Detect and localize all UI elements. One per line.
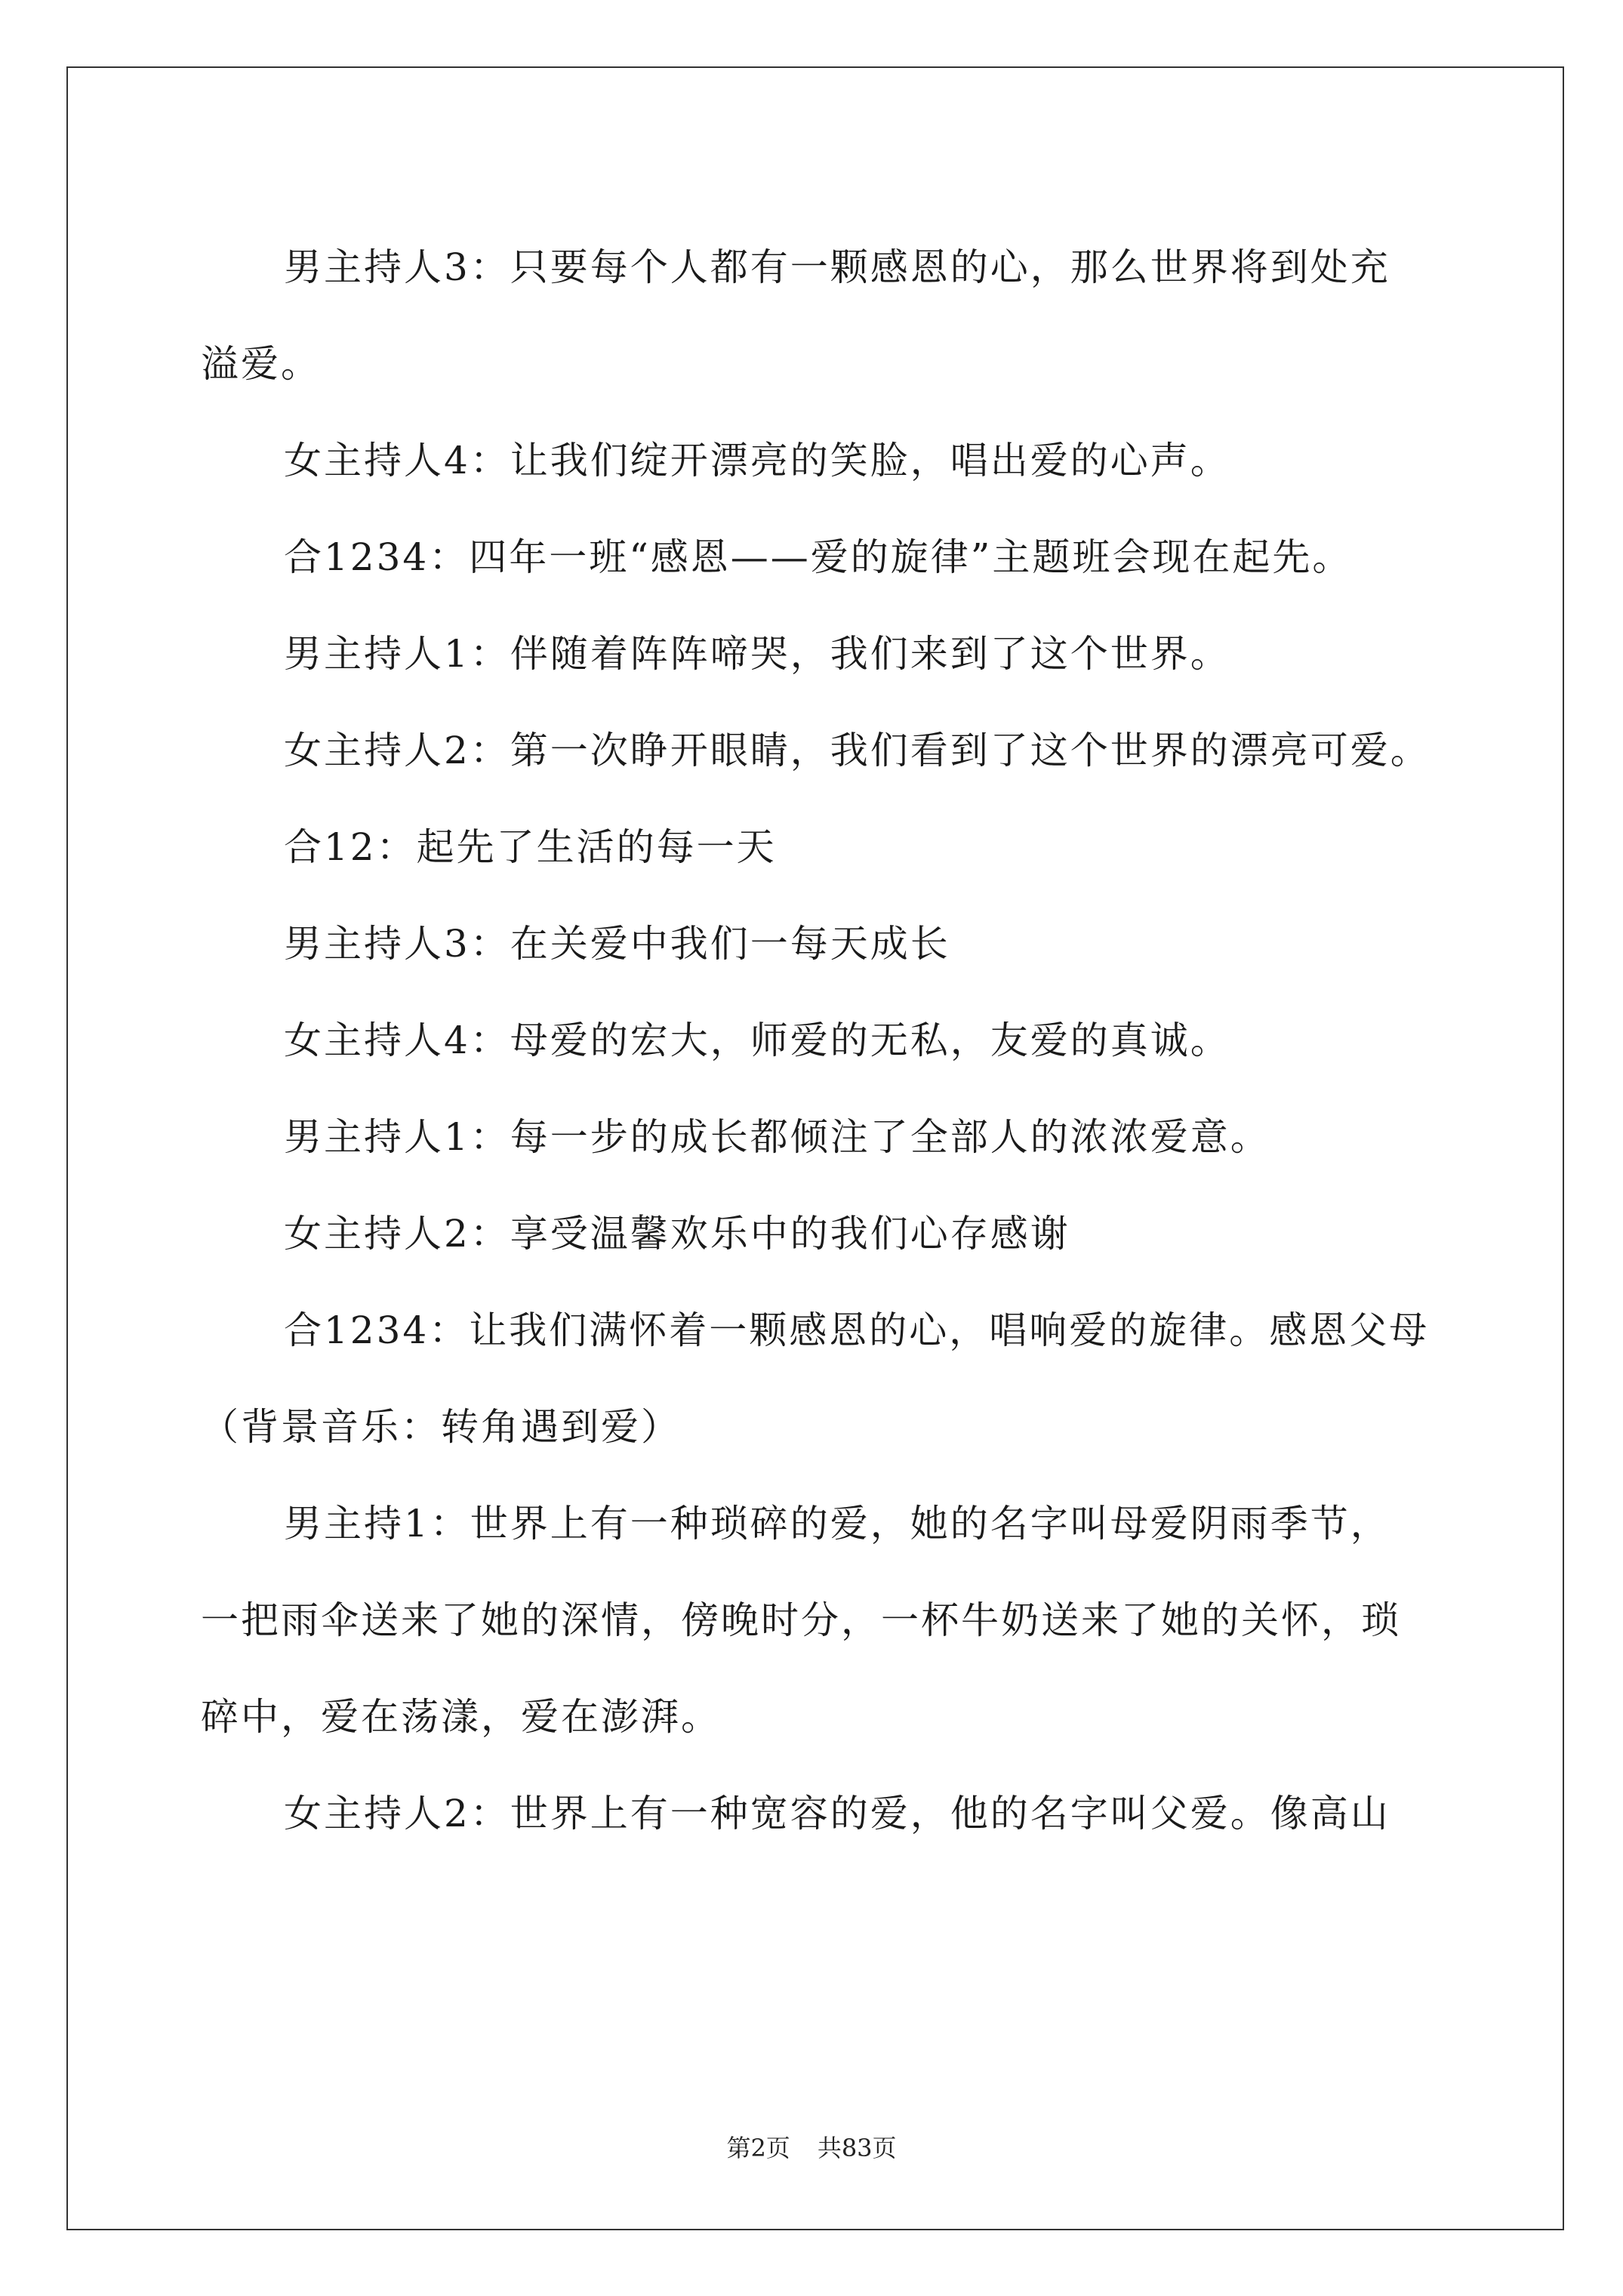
paragraph-line: 一把雨伞送来了她的深情，傍晚时分，一杯牛奶送来了她的关怀，琐 — [201, 1598, 1401, 1642]
paragraph-line: 溢爱。 — [201, 342, 321, 386]
page-total: 共83页 — [817, 2134, 897, 2162]
paragraph-line: 女主持人2：享受温馨欢乐中的我们心存感谢 — [284, 1212, 1070, 1256]
paragraph-line: 男主持人1：伴随着阵阵啼哭，我们来到了这个世界。 — [284, 632, 1230, 676]
paragraph-line: 女主持人2：第一次睁开眼睛，我们看到了这个世界的漂亮可爱。 — [284, 729, 1431, 772]
paragraph-line: 男主持1：世界上有一种琐碎的爱，她的名字叫母爱阴雨季节， — [284, 1502, 1390, 1546]
page-number: 第2页 — [726, 2134, 790, 2162]
paragraph-line: 男主持人1：每一步的成长都倾注了全部人的浓浓爱意。 — [284, 1115, 1270, 1159]
paragraph-line: 男主持人3：只要每个人都有一颗感恩的心，那么世界将到处充 — [284, 245, 1390, 289]
paragraph-line: 合1234：让我们满怀着一颗感恩的心，唱响爱的旋律。感恩父母 — [284, 1308, 1430, 1352]
paragraph-line: 碎中，爱在荡漾，爱在澎湃。 — [201, 1695, 721, 1739]
paragraph-line: 合1234：四年一班“感恩——爱的旋律”主题班会现在起先。 — [284, 535, 1353, 579]
paragraph-line: 女主持人4：让我们绽开漂亮的笑脸，唱出爱的心声。 — [284, 439, 1230, 482]
paragraph-line: 女主持人2：世界上有一种宽容的爱，他的名字叫父爱。像高山 — [284, 1792, 1390, 1835]
paragraph-line: 女主持人4：母爱的宏大，师爱的无私，友爱的真诚。 — [284, 1019, 1230, 1062]
paragraph-line: 男主持人3：在关爱中我们一每天成长 — [284, 922, 950, 966]
document-body — [201, 219, 1477, 1862]
page-footer — [0, 2133, 1623, 2163]
paragraph-line: 合12：起先了生活的每一天 — [284, 825, 777, 869]
paragraph-line: （背景音乐：转角遇到爱） — [201, 1405, 681, 1449]
